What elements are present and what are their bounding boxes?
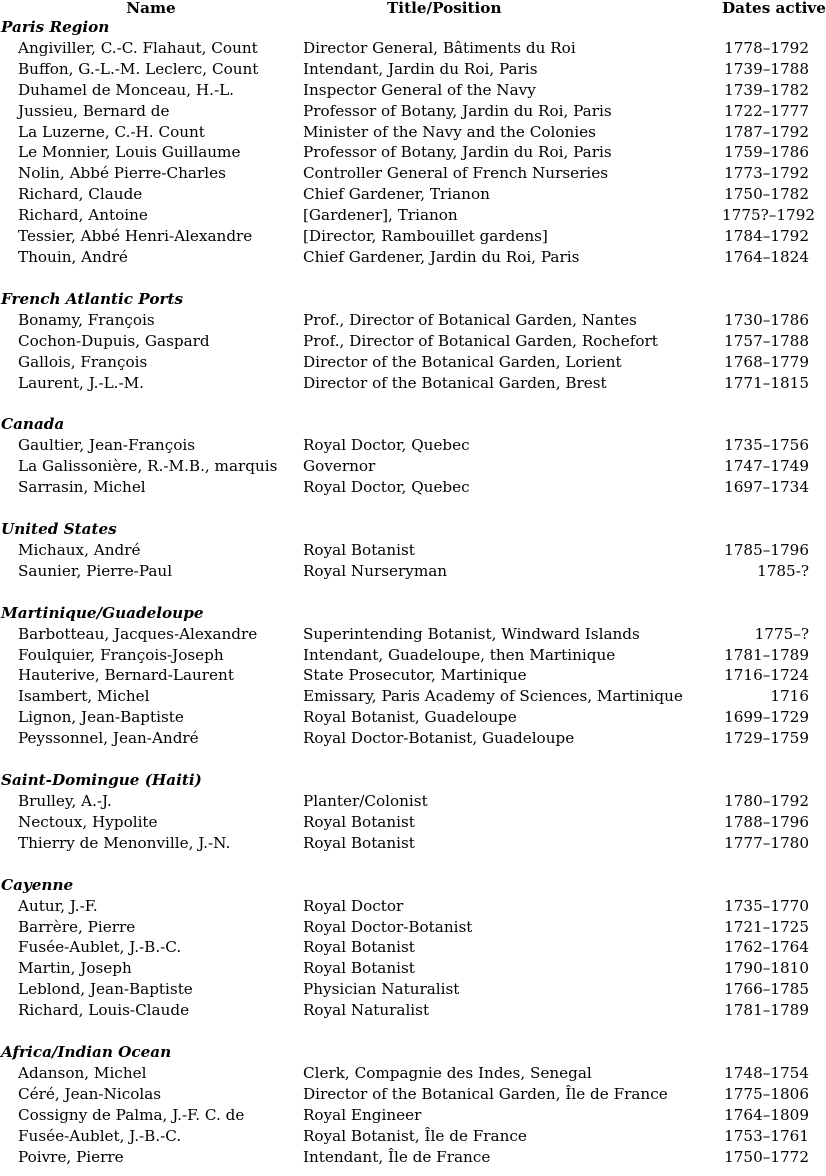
title-cell: [Director, Rambouillet gardens]	[303, 227, 548, 246]
table-row	[0, 833, 815, 854]
name-cell: Foulquier, François-Joseph	[18, 645, 224, 664]
title-column-header: Title/Position	[387, 0, 502, 17]
table-row	[0, 247, 815, 268]
title-cell: Professor of Botany, Jardin du Roi, Paris	[303, 101, 612, 120]
section-heading: United States	[1, 520, 117, 539]
table-row	[0, 979, 815, 1000]
title-cell: Prof., Director of Botanical Garden, Rochefort	[303, 331, 658, 350]
dates-cell: 1750–1772	[724, 1147, 809, 1166]
dates-cell: 1766–1785	[724, 980, 809, 999]
dates-cell: 1780–1792	[724, 792, 809, 810]
spacer-cell	[0, 854, 815, 875]
title-cell: Royal Botanist, Guadeloupe	[303, 708, 517, 727]
title-cell: Royal Doctor, Quebec	[303, 436, 470, 455]
name-cell: Barrère, Pierre	[18, 917, 136, 936]
table-row	[0, 665, 815, 686]
dates-cell: 1747–1749	[724, 457, 809, 476]
dates-cell: 1777–1780	[724, 833, 809, 852]
table-row	[0, 477, 815, 498]
dates-cell: 1785-?	[757, 561, 809, 580]
title-cell: Prof., Director of Botanical Garden, Nantes	[303, 310, 637, 329]
name-cell: Laurent, J.-L.-M.	[18, 373, 145, 392]
title-cell: Chief Gardener, Trianon	[303, 185, 490, 204]
title-cell: Intendant, Jardin du Roi, Paris	[303, 59, 538, 78]
dates-cell: 1787–1792	[724, 122, 809, 141]
name-cell: Thouin, André	[18, 247, 128, 266]
table-row	[0, 624, 815, 645]
section-spacer	[0, 393, 815, 414]
table-row	[0, 435, 815, 456]
name-cell: Richard, Claude	[18, 185, 143, 204]
title-cell: Director of the Botanical Garden, Brest	[303, 373, 607, 392]
table-row	[0, 352, 815, 373]
title-cell: Royal Doctor-Botanist	[303, 917, 473, 936]
table-body	[0, 17, 815, 1168]
table-row	[0, 791, 815, 812]
dates-cell: 1790–1810	[724, 959, 809, 978]
dates-cell: 1722–1777	[724, 101, 809, 120]
table-row	[0, 707, 815, 728]
dates-cell: 1735–1770	[724, 896, 809, 915]
section-spacer	[0, 498, 815, 519]
table-row	[0, 331, 815, 352]
spacer-cell	[0, 268, 815, 289]
name-cell: La Galissonière, R.-M.B., marquis	[18, 457, 278, 476]
title-cell: Emissary, Paris Academy of Sciences, Martinique	[303, 687, 683, 706]
dates-cell: 1750–1782	[724, 185, 809, 204]
title-cell: Royal Doctor-Botanist, Guadeloupe	[303, 729, 575, 748]
name-cell: Poivre, Pierre	[18, 1147, 124, 1166]
title-cell: Clerk, Compagnie des Indes, Senegal	[303, 1063, 592, 1082]
name-cell: Angiviller, C.-C. Flahaut, Count	[18, 38, 258, 57]
spacer-cell	[0, 582, 815, 603]
table-row	[0, 728, 815, 749]
title-cell: Royal Botanist	[303, 833, 415, 852]
title-cell: [Gardener], Trianon	[303, 206, 458, 225]
name-cell: Peyssonnel, Jean-André	[18, 729, 199, 748]
dates-column-header: Dates active	[722, 0, 826, 17]
table-header	[0, 0, 826, 17]
name-column-header: Name	[126, 0, 176, 17]
dates-cell: 1721–1725	[724, 917, 809, 936]
name-cell: Leblond, Jean-Baptiste	[18, 980, 193, 999]
dates-cell: 1739–1782	[724, 80, 809, 99]
title-cell: Royal Botanist	[303, 812, 415, 831]
dates-cell: 1735–1756	[724, 436, 809, 455]
section-heading: Africa/Indian Ocean	[1, 1043, 172, 1062]
name-cell: Nectoux, Hypolite	[18, 812, 158, 831]
dates-cell: 1775–1806	[724, 1084, 809, 1103]
section-heading: Paris Region	[1, 18, 110, 36]
name-cell: Buffon, G.-L.-M. Leclerc, Count	[18, 59, 259, 78]
table-row	[0, 1000, 815, 1021]
table-row	[0, 59, 815, 80]
table-row	[0, 645, 815, 666]
section-spacer	[0, 582, 815, 603]
dates-cell: 1716	[770, 687, 809, 706]
dates-cell: 1753–1761	[724, 1126, 809, 1145]
section-heading: Canada	[1, 415, 65, 434]
spacer-cell	[0, 749, 815, 770]
dates-cell: 1781–1789	[724, 1001, 809, 1020]
section-heading-row	[0, 519, 815, 540]
name-cell: Adanson, Michel	[18, 1063, 147, 1082]
name-cell: Martin, Joseph	[18, 959, 132, 978]
title-cell: Royal Botanist, Île de France	[303, 1126, 527, 1145]
table-row	[0, 38, 815, 59]
title-cell: Intendant, Île de France	[303, 1147, 491, 1166]
name-cell: Gallois, François	[18, 352, 148, 371]
table-row	[0, 1105, 815, 1126]
table-row	[0, 205, 815, 226]
name-cell: La Luzerne, C.-H. Count	[18, 122, 205, 141]
title-cell: Royal Doctor	[303, 896, 404, 915]
spacer-cell	[0, 393, 815, 414]
title-cell: Royal Botanist	[303, 959, 415, 978]
section-spacer	[0, 749, 815, 770]
spacer-cell	[0, 498, 815, 519]
title-cell: Director of the Botanical Garden, Île de France	[303, 1084, 668, 1103]
title-cell: Superintending Botanist, Windward Islands	[303, 624, 640, 643]
dates-cell: 1764–1824	[724, 247, 809, 266]
title-cell: Physician Naturalist	[303, 980, 460, 999]
title-cell: Royal Nurseryman	[303, 561, 448, 580]
section-heading: French Atlantic Ports	[1, 289, 184, 308]
section-spacer	[0, 1021, 815, 1042]
dates-cell: 1773–1792	[724, 164, 809, 183]
title-cell: Royal Botanist	[303, 938, 415, 957]
table-row	[0, 101, 815, 122]
dates-cell: 1781–1789	[724, 645, 809, 664]
section-spacer	[0, 854, 815, 875]
name-cell: Jussieu, Bernard de	[18, 101, 170, 120]
name-cell: Duhamel de Monceau, H.-L.	[18, 80, 234, 99]
section-heading-row	[0, 17, 815, 38]
header-row	[0, 0, 815, 17]
table-row	[0, 958, 815, 979]
table-row	[0, 686, 815, 707]
name-cell: Tessier, Abbé Henri-Alexandre	[18, 227, 253, 246]
section-heading-row	[0, 1042, 815, 1063]
dates-cell: 1788–1796	[724, 812, 809, 831]
name-cell: Fusée-Aublet, J.-B.-C.	[18, 1126, 182, 1145]
title-cell: Inspector General of the Navy	[303, 80, 536, 99]
table-row	[0, 456, 815, 477]
table-row	[0, 561, 815, 582]
name-cell: Gaultier, Jean-François	[18, 436, 195, 455]
dates-cell: 1775?–1792	[722, 206, 816, 225]
table-row	[0, 937, 815, 958]
title-cell: State Prosecutor, Martinique	[303, 666, 527, 685]
section-heading-row	[0, 875, 815, 896]
name-cell: Brulley, A.-J.	[18, 792, 112, 810]
table-row	[0, 122, 815, 143]
title-cell: Royal Naturalist	[303, 1001, 430, 1020]
dates-cell: 1775–?	[754, 624, 809, 643]
title-cell: Royal Botanist	[303, 540, 415, 559]
section-heading-row	[0, 414, 815, 435]
dates-cell: 1759–1786	[724, 143, 809, 162]
title-cell: Governor	[303, 457, 376, 476]
table-row	[0, 80, 815, 101]
table-row	[0, 163, 815, 184]
section-spacer	[0, 268, 815, 289]
name-cell: Michaux, André	[18, 540, 141, 559]
dates-cell: 1730–1786	[724, 310, 809, 329]
name-cell: Richard, Antoine	[18, 206, 148, 225]
section-heading: Cayenne	[1, 875, 74, 894]
name-cell: Lignon, Jean-Baptiste	[18, 708, 184, 727]
table-row	[0, 184, 815, 205]
name-cell: Céré, Jean-Nicolas	[18, 1084, 162, 1103]
name-cell: Thierry de Menonville, J.-N.	[18, 833, 231, 852]
dates-cell: 1784–1792	[724, 227, 809, 246]
dates-cell: 1764–1809	[724, 1105, 809, 1124]
section-heading: Martinique/Guadeloupe	[1, 603, 204, 622]
dates-cell: 1778–1792	[724, 38, 809, 57]
name-cell: Nolin, Abbé Pierre-Charles	[18, 164, 226, 183]
table-row	[0, 310, 815, 331]
title-cell: Controller General of French Nurseries	[303, 164, 609, 183]
dates-cell: 1697–1734	[724, 478, 809, 497]
table-row	[0, 1084, 815, 1105]
table-row	[0, 917, 815, 938]
name-cell: Saunier, Pierre-Paul	[18, 561, 173, 580]
title-cell: Director General, Bâtiments du Roi	[303, 38, 576, 57]
table-row	[0, 373, 815, 394]
table-row	[0, 1063, 815, 1084]
section-heading-row	[0, 770, 815, 791]
dates-cell: 1739–1788	[724, 59, 809, 78]
table-row	[0, 540, 815, 561]
table-row	[0, 226, 815, 247]
dates-cell: 1757–1788	[724, 331, 809, 350]
section-heading-row	[0, 289, 815, 310]
dates-cell: 1768–1779	[724, 352, 809, 371]
name-cell: Cochon-Dupuis, Gaspard	[18, 331, 210, 350]
title-cell: Planter/Colonist	[303, 792, 428, 810]
title-cell: Intendant, Guadeloupe, then Martinique	[303, 645, 616, 664]
section-heading-row	[0, 603, 815, 624]
name-cell: Autur, J.-F.	[18, 896, 98, 915]
name-cell: Bonamy, François	[18, 310, 155, 329]
title-cell: Minister of the Navy and the Colonies	[303, 122, 596, 141]
title-cell: Chief Gardener, Jardin du Roi, Paris	[303, 247, 580, 266]
dates-cell: 1729–1759	[724, 729, 809, 748]
dates-cell: 1699–1729	[724, 708, 809, 727]
title-cell: Professor of Botany, Jardin du Roi, Paris	[303, 143, 612, 162]
name-cell: Le Monnier, Louis Guillaume	[18, 143, 241, 162]
table-row	[0, 1147, 815, 1168]
name-cell: Richard, Louis-Claude	[18, 1001, 190, 1020]
title-cell: Royal Engineer	[303, 1105, 422, 1124]
dates-cell: 1785–1796	[724, 540, 809, 559]
table-row	[0, 1126, 815, 1147]
dates-cell: 1771–1815	[724, 373, 809, 392]
dates-cell: 1716–1724	[724, 666, 809, 685]
name-cell: Isambert, Michel	[18, 687, 150, 706]
table-row	[0, 896, 815, 917]
title-cell: Royal Doctor, Quebec	[303, 478, 470, 497]
name-cell: Sarrasin, Michel	[18, 478, 146, 497]
section-heading: Saint-Domingue (Haiti)	[1, 771, 202, 790]
table-row	[0, 142, 815, 163]
dates-cell: 1748–1754	[724, 1063, 809, 1082]
title-cell: Director of the Botanical Garden, Lorient	[303, 352, 622, 371]
name-cell: Hauterive, Bernard-Laurent	[18, 666, 234, 685]
table-row	[0, 812, 815, 833]
name-cell: Cossigny de Palma, J.-F. C. de	[18, 1105, 245, 1124]
spacer-cell	[0, 1021, 815, 1042]
name-cell: Fusée-Aublet, J.-B.-C.	[18, 938, 182, 957]
name-cell: Barbotteau, Jacques-Alexandre	[18, 624, 258, 643]
dates-cell: 1762–1764	[724, 938, 809, 957]
